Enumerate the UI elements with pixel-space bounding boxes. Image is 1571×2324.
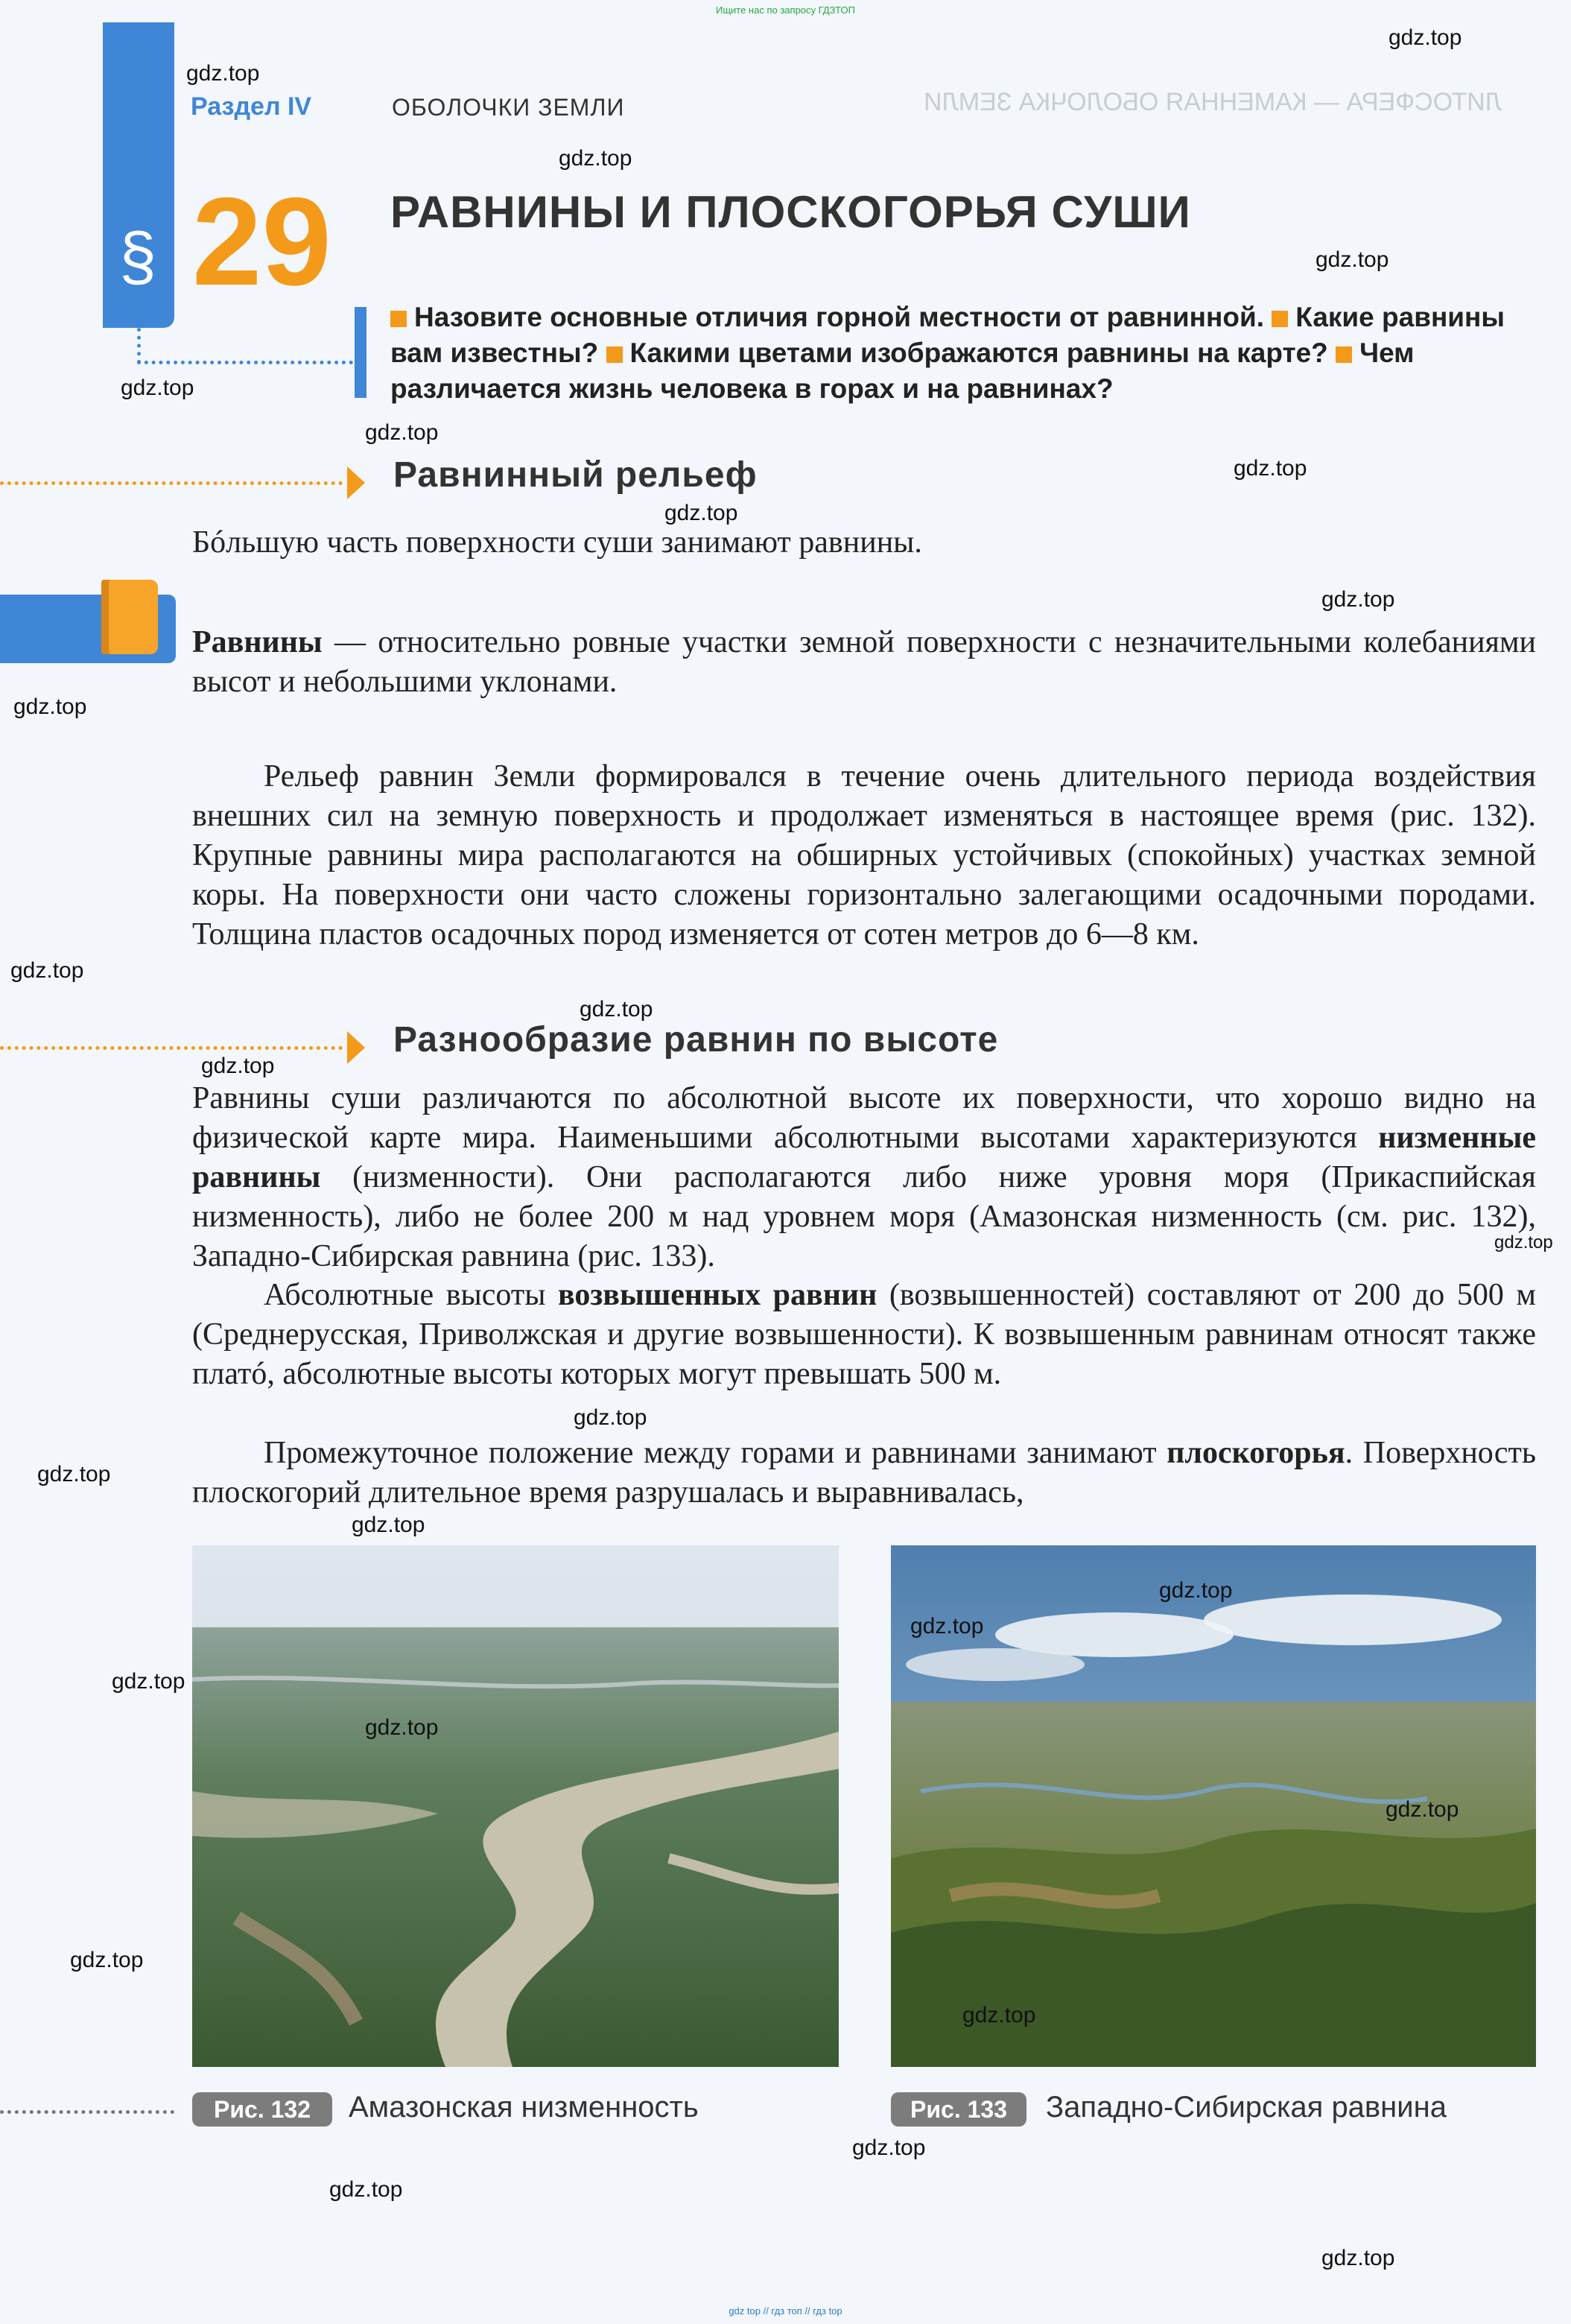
text-run: . Поверхность плоскогорий длительное время разрушалась и выравнивалась, xyxy=(192,1436,1536,1510)
bullet-square-icon xyxy=(390,311,407,327)
question-bar xyxy=(355,307,366,398)
watermark: gdz.top xyxy=(121,376,194,400)
figure-133-caption: Западно-Сибирская равнина xyxy=(1046,2091,1447,2124)
watermark: gdz.top xyxy=(910,1614,984,1638)
figure-132-badge: Рис. 132 xyxy=(192,2092,332,2127)
subheading-plain-relief: Равнинный рельеф xyxy=(393,455,758,495)
watermark: gdz.top xyxy=(1388,25,1462,50)
watermark: gdz.top xyxy=(37,1462,111,1486)
term-lowlands: низменные равнины xyxy=(192,1121,1536,1194)
watermark: gdz.top xyxy=(1494,1232,1553,1253)
question-connector-vertical xyxy=(137,328,141,364)
question-3: Какими цветами изображаются равнины на карте? xyxy=(629,338,1328,368)
photo-amazon-lowland xyxy=(192,1545,839,2067)
chapter-number: 29 xyxy=(192,171,331,311)
subheading-arrow-icon xyxy=(347,466,365,499)
text-run: Равнины суши различаются по абсолютной высоте их поверхности, что хорошо видно на физической карте мира. Наименьшими абсолютными высотами характеризуются xyxy=(192,1081,1536,1155)
watermark: gdz.top xyxy=(186,61,260,86)
text-run: Промежуточное положение между горами и равнинами занимают xyxy=(264,1436,1167,1470)
definition-term: Равнины xyxy=(192,625,323,659)
watermark: gdz.top xyxy=(1386,1797,1459,1822)
watermark: gdz.top xyxy=(365,1715,439,1740)
definition xyxy=(192,623,1536,702)
footer-links: gdz top // гдз топ // гдз top xyxy=(729,2305,842,2317)
watermark: gdz.top xyxy=(559,146,632,171)
watermark: gdz.top xyxy=(352,1513,425,1537)
watermark: gdz.top xyxy=(13,694,87,719)
paragraph-plateaus xyxy=(192,1434,1536,1513)
question-4: Чем различается жизнь человека в горах и на равнинах? xyxy=(390,338,1415,404)
figure-132-caption: Амазонская низменность xyxy=(349,2091,699,2124)
top-banner: Ищите нас по запросу ГДЗТОП xyxy=(715,4,855,16)
subheading-dots xyxy=(0,1046,343,1050)
bullet-square-icon xyxy=(1272,311,1288,327)
subheading-dots xyxy=(0,481,343,485)
watermark: gdz.top xyxy=(1159,1578,1233,1603)
watermark: gdz.top xyxy=(1321,587,1395,612)
watermark: gdz.top xyxy=(201,1054,275,1078)
paragraph-relief: Рельеф равнин Земли формировался в течение очень длительного периода воздействия внешних сил на земную поверхность и продолжает изменяться в настоящее время (рис. 132). Крупные равнины мира располагаются на обширных устойчивых (спокойных) участках земной коры. На поверхности они часто сложены горизонтально залегающими осадочными породами. Толщина пластов осадочных пород изменяется от сотен метров до 6—8 км. xyxy=(192,759,1536,952)
question-2: Какие равнины вам известны? xyxy=(390,302,1505,368)
term-plateaus: плоскогорья xyxy=(1167,1436,1345,1470)
text-run: (низменности). Они располагаются либо ниже уровня моря (Прикаспийская низменность), либо не более 200 м над уровнем моря (Амазонская низменность (см. рис. 132), Западно-Сибирская равнина (рис. 133). xyxy=(192,1160,1536,1273)
watermark: gdz.top xyxy=(1321,2246,1395,2270)
paragraph-lowlands xyxy=(192,1079,1536,1276)
ghost-header-text: ЛИТОСФЕРА — КАМЕННАЯ ОБОЛОЧКА ЗЕМЛИ xyxy=(924,88,1502,116)
watermark: gdz.top xyxy=(365,420,439,445)
section-title: ОБОЛОЧКИ ЗЕМЛИ xyxy=(392,94,625,121)
figure-133-badge: Рис. 133 xyxy=(891,2092,1026,2127)
watermark: gdz.top xyxy=(664,501,738,525)
caption-dots xyxy=(0,2110,174,2114)
definition-text: — относительно ровные участки земной поверхности с незначительными колебаниями высот и небольшими уклонами. xyxy=(192,625,1536,699)
watermark: gdz.top xyxy=(1234,456,1307,481)
intro-text: Бóльшую часть поверхности суши занимают равнины. xyxy=(192,525,922,560)
watermark: gdz.top xyxy=(10,958,84,983)
watermark: gdz.top xyxy=(580,997,653,1022)
watermark: gdz.top xyxy=(574,1405,647,1430)
bullet-square-icon xyxy=(1336,346,1352,363)
text-run: (возвышенностей) составляют от 200 до 500 м (Среднерусская, Приволжская и другие возвышенности). К возвышенным равнинам относят также платó, абсолютные высоты которых могут превышать 500 м. xyxy=(192,1278,1536,1391)
paragraph-symbol: § xyxy=(118,220,157,294)
term-uplands: возвышенных равнин xyxy=(558,1278,877,1312)
paragraph-uplands xyxy=(192,1276,1536,1394)
watermark: gdz.top xyxy=(962,2003,1036,2027)
text-run: Абсолютные высоты xyxy=(264,1278,559,1312)
chapter-title: РАВНИНЫ И ПЛОСКОГОРЬЯ СУШИ xyxy=(390,187,1191,237)
bullet-square-icon xyxy=(606,346,623,363)
subheading-height-variety: Разнообразие равнин по высоте xyxy=(393,1020,999,1060)
watermark: gdz.top xyxy=(70,1948,144,1972)
watermark: gdz.top xyxy=(1315,247,1389,272)
watermark: gdz.top xyxy=(329,2177,403,2202)
book-icon xyxy=(101,580,158,654)
question-connector xyxy=(137,361,353,364)
section-label: Раздел IV xyxy=(191,92,312,121)
subheading-arrow-icon xyxy=(347,1031,365,1064)
watermark: gdz.top xyxy=(112,1669,185,1694)
questions-block xyxy=(390,300,1537,407)
question-1: Назовите основные отличия горной местности от равнинной. xyxy=(414,302,1265,332)
watermark: gdz.top xyxy=(852,2135,926,2160)
